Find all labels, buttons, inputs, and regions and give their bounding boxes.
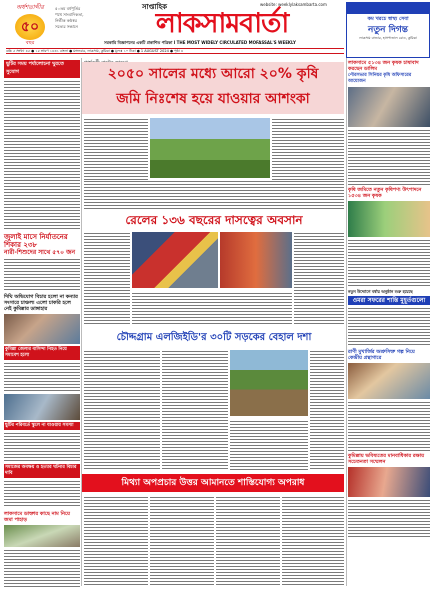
ad-line1: কম খরচে স্বাস্থ্য সেবা [367, 16, 409, 22]
rail-photo-train [132, 232, 218, 288]
right-headline-2: কৃষি জমিতে নতুন কৃষিপণ্য উৎপাদনে ১৫৩৪ জন কৃষক [348, 187, 422, 199]
right-photo-seminar [348, 467, 430, 497]
ad-line2: নতুন দিগন্ত [367, 25, 409, 35]
badge-number: ৫০ [15, 14, 45, 40]
lead-photo-field [150, 118, 270, 178]
dateline-bar [6, 48, 344, 54]
masthead-side-text [55, 6, 101, 46]
lead-text-col-3 [272, 118, 344, 188]
left-red-bottom: লাকসামে ডাক্তার কাছে নাম নিয়ে জমা পাহাড় [4, 511, 70, 523]
crime-text-col-4 [282, 496, 344, 586]
left-photo-meeting [4, 394, 80, 420]
left-box-title: ছুটির সময় পর্যালোচনা ঘুরতে সুযোগ [4, 60, 80, 78]
right-headline-1: লাকসামে ৫১৩৪ জন কৃষক চাষাবাদ করছেন ডালিম [348, 60, 419, 72]
lead-headline-line-2: জমি নিঃশেষ হয়ে যাওয়ার আশংকা [116, 91, 310, 107]
left-box-4: সমাজের অবক্ষয় ও হত্যার ঘটনার বিচার দাবি [4, 464, 80, 478]
left-column [4, 60, 80, 586]
right-photo-group [348, 201, 430, 237]
rail-text-col-4 [294, 232, 344, 324]
top-right-ad [346, 2, 430, 58]
text-block [348, 307, 430, 347]
website-text: website: weeklylaksambarta.com [260, 2, 327, 7]
text-block [4, 432, 80, 462]
rail-headline: রেলের ১৩৬ বছরের দাসত্বের অবসান [125, 213, 303, 227]
crime-text-col-3 [216, 496, 280, 586]
tagline: সরকারি বিজ্ঞাপনের একটি প্রকাশিত পত্রিকা I THE MOST WIDELY CIRCULATED MOFASSAL'S WEEKLY [104, 40, 296, 45]
text-block [348, 239, 430, 287]
crime-headline-banner [82, 474, 344, 492]
right-subhead-1: পৌরসভার সিনিয়র কৃষি অফিসারের আয়োজন [348, 73, 412, 84]
left-photo-bottom [4, 525, 80, 547]
right-headline-4: রাণী মুখার্জির অশ্রুসিক্ত গল্প নিয়ে কেন্দ্রীয় গ্রন্থাগারে [348, 349, 415, 361]
side-line: নির্ভীক কণ্ঠস্বর [55, 18, 77, 23]
side-line: পথে সাংবাদিকতা, [55, 12, 84, 17]
right-column [348, 60, 430, 586]
roads-text-row [230, 420, 308, 470]
right-headline-3-banner [348, 296, 430, 305]
text-block [4, 362, 80, 392]
ad-line3: লাকসাম বাজার, হাসপাতাল রোড, কুমিল্লা [359, 36, 417, 40]
text-block [348, 401, 430, 451]
text-block [348, 499, 430, 539]
dateline-text: বর্ষঃ ৫ সংখ্যা ৪৫ ● ১৫ শ্রাবণ ১৪৩১ বাংলা ● মঙ্গলবার, লাকসাম, কুমিল্লা ● মূল্যঃ ১০ টাকা ● 1 AUGUST 2024 ● পৃষ্ঠা ৪ [6, 49, 184, 53]
roads-photo [230, 350, 308, 416]
left-box-3: ছুটির পরিবর্তে স্কুলে না যাওয়ায় সমস্যা [4, 422, 80, 430]
lead-headline-banner [82, 62, 344, 114]
right-photo-officials [348, 87, 430, 127]
lead-text-row [84, 180, 344, 210]
rail-text-col-1 [84, 232, 130, 324]
roads-text-col-1 [84, 350, 160, 470]
roads-text-col-4 [310, 350, 344, 470]
left-red-headline-2: নারী-শিশুদের সাথে ৫৭০ জন [4, 249, 76, 256]
newspaper-title: লাকসামবার্তা [155, 8, 289, 39]
column-divider [81, 58, 82, 586]
left-red-headline-1: জুলাই মাসে নির্যাতনের শিকার ২৩৮ [4, 233, 68, 249]
text-block [4, 549, 80, 589]
lead-text-col-1 [84, 118, 148, 188]
ad-banner [347, 3, 429, 14]
left-photo-portrait [4, 314, 80, 344]
side-line: সত্যের সন্ধানে [55, 24, 78, 29]
anniversary-badge [6, 2, 54, 46]
crime-headline: মিথ্যা অপপ্রচার উত্তর আমানতে শাস্তিযোগ্য অপরাধ [121, 478, 305, 488]
right-headline-5: কুমিল্লায় ভবিষ্যতের মানবাধিকার রক্ষায় সচেতনতা সম্মেলন [348, 453, 425, 465]
text-block [348, 129, 430, 185]
weekly-label: সাপ্তাহিক [142, 3, 168, 11]
column-divider [346, 58, 347, 586]
badge-bottom-text: বছর [25, 40, 35, 46]
right-caption-1: নতুন উদ্যোগে বর্ষায় অনুষ্ঠান শুরু হয়েছে [348, 289, 413, 294]
text-block [4, 80, 80, 230]
right-photo-crowd [348, 363, 430, 399]
lead-headline-line-1: ২০৫০ সালের মধ্যে আরো ২০% কৃষি [107, 66, 319, 82]
crime-text-col-1 [84, 496, 148, 586]
rail-text-row [132, 292, 292, 326]
rail-photo-station [220, 232, 292, 288]
crime-text-col-2 [150, 496, 214, 586]
text-block [4, 480, 80, 508]
left-story-2: দিঘি অভিযোগ বিচার হলো না কন্যার সংসারে চাঞ্চল্য এলো চাকরি হলে নেই কুমিল্লার ডাঙ্গাহার [4, 294, 78, 312]
roads-text-col-2 [162, 350, 228, 470]
side-line: ৫০তম বর্ষপূর্তির [55, 6, 81, 11]
left-box-2: কুমিল্লা জেলার বাসিন্দা নিহত নিয়ে সমাবেশ হলো [4, 346, 80, 360]
badge-top-text: অর্ধশতাব্দীর [16, 4, 44, 11]
text-block [4, 258, 80, 292]
right-headline-3: ওমরা সফরের শান্তি মুহূর্তগুলো [352, 297, 426, 304]
roads-headline: চৌদ্দগ্রাম এলজিইডি'র ৩০টি সড়কের বেহাল দশা [116, 332, 312, 343]
